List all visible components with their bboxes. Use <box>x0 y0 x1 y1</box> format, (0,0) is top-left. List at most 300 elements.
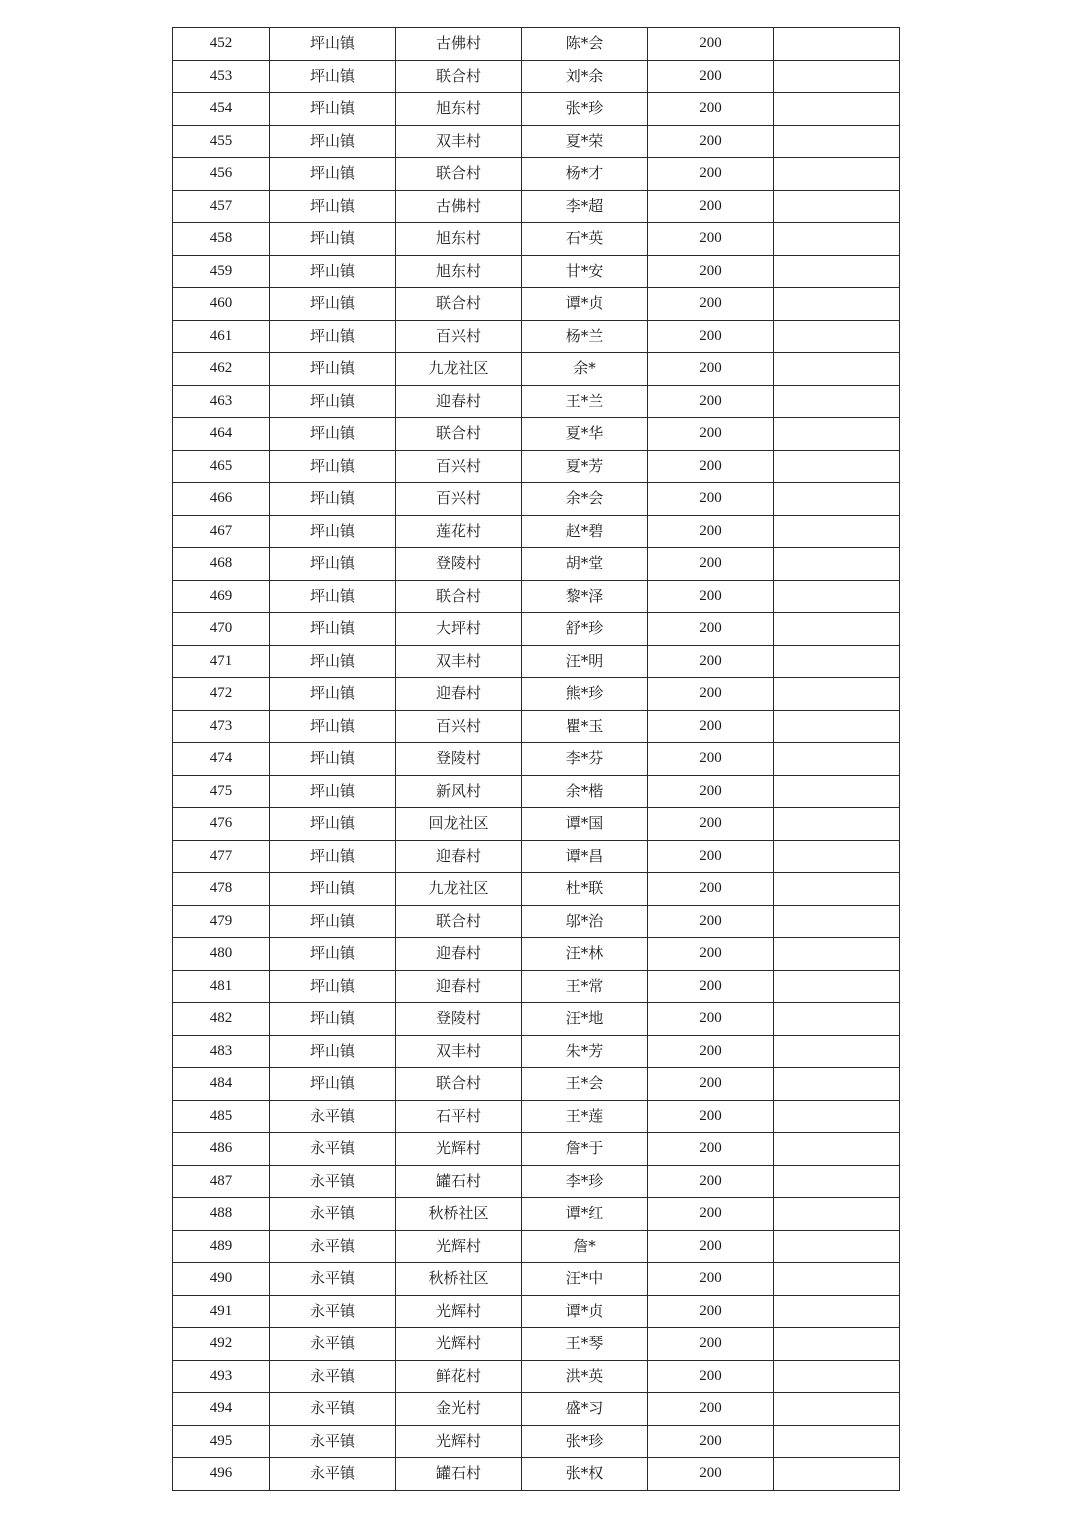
village-cell: 双丰村 <box>396 125 522 158</box>
town-cell: 坪山镇 <box>270 710 396 743</box>
village-cell: 石平村 <box>396 1100 522 1133</box>
village-cell: 光辉村 <box>396 1133 522 1166</box>
name-cell: 熊*珍 <box>522 678 648 711</box>
amount-cell: 200 <box>648 1230 774 1263</box>
table-row <box>173 1425 900 1458</box>
remark-cell <box>774 255 900 288</box>
town-cell: 坪山镇 <box>270 125 396 158</box>
name-cell: 黎*泽 <box>522 580 648 613</box>
amount-cell: 200 <box>648 353 774 386</box>
table-row <box>173 873 900 906</box>
town-cell: 坪山镇 <box>270 970 396 1003</box>
row-number-cell: 495 <box>173 1425 270 1458</box>
remark-cell <box>774 840 900 873</box>
table-row <box>173 385 900 418</box>
name-cell: 汪*林 <box>522 938 648 971</box>
table-row <box>173 1360 900 1393</box>
remark-cell <box>774 1165 900 1198</box>
remark-cell <box>774 1133 900 1166</box>
remark-cell <box>774 1230 900 1263</box>
name-cell: 余*会 <box>522 483 648 516</box>
remark-cell <box>774 158 900 191</box>
remark-cell <box>774 1100 900 1133</box>
village-cell: 古佛村 <box>396 190 522 223</box>
name-cell: 王*会 <box>522 1068 648 1101</box>
amount-cell: 200 <box>648 938 774 971</box>
remark-cell <box>774 93 900 126</box>
amount-cell: 200 <box>648 1360 774 1393</box>
name-cell: 谭*昌 <box>522 840 648 873</box>
table-row <box>173 223 900 256</box>
town-cell: 坪山镇 <box>270 385 396 418</box>
amount-cell: 200 <box>648 28 774 61</box>
amount-cell: 200 <box>648 873 774 906</box>
remark-cell <box>774 873 900 906</box>
name-cell: 刘*余 <box>522 60 648 93</box>
amount-cell: 200 <box>648 125 774 158</box>
name-cell: 谭*贞 <box>522 1295 648 1328</box>
village-cell: 双丰村 <box>396 1035 522 1068</box>
amount-cell: 200 <box>648 1393 774 1426</box>
town-cell: 坪山镇 <box>270 613 396 646</box>
table-row <box>173 1003 900 1036</box>
table-row <box>173 808 900 841</box>
row-number-cell: 453 <box>173 60 270 93</box>
table-row <box>173 548 900 581</box>
town-cell: 永平镇 <box>270 1425 396 1458</box>
subsidy-roster-table <box>172 27 900 1491</box>
amount-cell: 200 <box>648 1198 774 1231</box>
village-cell: 光辉村 <box>396 1425 522 1458</box>
table-row <box>173 288 900 321</box>
row-number-cell: 462 <box>173 353 270 386</box>
amount-cell: 200 <box>648 418 774 451</box>
amount-cell: 200 <box>648 970 774 1003</box>
town-cell: 坪山镇 <box>270 905 396 938</box>
village-cell: 登陵村 <box>396 548 522 581</box>
town-cell: 坪山镇 <box>270 808 396 841</box>
row-number-cell: 470 <box>173 613 270 646</box>
remark-cell <box>774 28 900 61</box>
row-number-cell: 483 <box>173 1035 270 1068</box>
town-cell: 坪山镇 <box>270 450 396 483</box>
amount-cell: 200 <box>648 483 774 516</box>
amount-cell: 200 <box>648 515 774 548</box>
remark-cell <box>774 1198 900 1231</box>
name-cell: 王*琴 <box>522 1328 648 1361</box>
row-number-cell: 474 <box>173 743 270 776</box>
town-cell: 永平镇 <box>270 1133 396 1166</box>
amount-cell: 200 <box>648 190 774 223</box>
remark-cell <box>774 1328 900 1361</box>
name-cell: 朱*芳 <box>522 1035 648 1068</box>
name-cell: 谭*贞 <box>522 288 648 321</box>
village-cell: 联合村 <box>396 905 522 938</box>
amount-cell: 200 <box>648 580 774 613</box>
row-number-cell: 480 <box>173 938 270 971</box>
remark-cell <box>774 320 900 353</box>
town-cell: 坪山镇 <box>270 938 396 971</box>
amount-cell: 200 <box>648 1263 774 1296</box>
row-number-cell: 476 <box>173 808 270 841</box>
amount-cell: 200 <box>648 840 774 873</box>
amount-cell: 200 <box>648 1035 774 1068</box>
village-cell: 联合村 <box>396 158 522 191</box>
name-cell: 赵*碧 <box>522 515 648 548</box>
remark-cell <box>774 775 900 808</box>
town-cell: 永平镇 <box>270 1458 396 1491</box>
row-number-cell: 455 <box>173 125 270 158</box>
row-number-cell: 478 <box>173 873 270 906</box>
town-cell: 坪山镇 <box>270 743 396 776</box>
village-cell: 迎春村 <box>396 970 522 1003</box>
table-row <box>173 678 900 711</box>
table-row <box>173 93 900 126</box>
table-row <box>173 28 900 61</box>
village-cell: 联合村 <box>396 1068 522 1101</box>
town-cell: 坪山镇 <box>270 60 396 93</box>
amount-cell: 200 <box>648 743 774 776</box>
remark-cell <box>774 223 900 256</box>
remark-cell <box>774 418 900 451</box>
village-cell: 旭东村 <box>396 255 522 288</box>
name-cell: 夏*芳 <box>522 450 648 483</box>
village-cell: 联合村 <box>396 580 522 613</box>
remark-cell <box>774 385 900 418</box>
table-row <box>173 1230 900 1263</box>
name-cell: 陈*会 <box>522 28 648 61</box>
row-number-cell: 457 <box>173 190 270 223</box>
name-cell: 詹* <box>522 1230 648 1263</box>
town-cell: 永平镇 <box>270 1263 396 1296</box>
village-cell: 迎春村 <box>396 840 522 873</box>
table-row <box>173 190 900 223</box>
row-number-cell: 487 <box>173 1165 270 1198</box>
amount-cell: 200 <box>648 1068 774 1101</box>
table-row <box>173 580 900 613</box>
town-cell: 坪山镇 <box>270 678 396 711</box>
table-row <box>173 1100 900 1133</box>
table-row <box>173 645 900 678</box>
name-cell: 余*楷 <box>522 775 648 808</box>
remark-cell <box>774 710 900 743</box>
row-number-cell: 454 <box>173 93 270 126</box>
remark-cell <box>774 1295 900 1328</box>
town-cell: 坪山镇 <box>270 515 396 548</box>
remark-cell <box>774 645 900 678</box>
town-cell: 永平镇 <box>270 1393 396 1426</box>
village-cell: 回龙社区 <box>396 808 522 841</box>
village-cell: 登陵村 <box>396 743 522 776</box>
name-cell: 詹*于 <box>522 1133 648 1166</box>
name-cell: 石*英 <box>522 223 648 256</box>
name-cell: 王*兰 <box>522 385 648 418</box>
table-row <box>173 353 900 386</box>
remark-cell <box>774 450 900 483</box>
table-row <box>173 1068 900 1101</box>
row-number-cell: 479 <box>173 905 270 938</box>
row-number-cell: 469 <box>173 580 270 613</box>
row-number-cell: 468 <box>173 548 270 581</box>
row-number-cell: 464 <box>173 418 270 451</box>
remark-cell <box>774 190 900 223</box>
name-cell: 甘*安 <box>522 255 648 288</box>
row-number-cell: 486 <box>173 1133 270 1166</box>
name-cell: 张*珍 <box>522 1425 648 1458</box>
row-number-cell: 493 <box>173 1360 270 1393</box>
table-row <box>173 158 900 191</box>
remark-cell <box>774 1360 900 1393</box>
amount-cell: 200 <box>648 613 774 646</box>
amount-cell: 200 <box>648 223 774 256</box>
table-row <box>173 1263 900 1296</box>
amount-cell: 200 <box>648 678 774 711</box>
remark-cell <box>774 515 900 548</box>
town-cell: 坪山镇 <box>270 320 396 353</box>
table-row <box>173 1165 900 1198</box>
village-cell: 旭东村 <box>396 93 522 126</box>
village-cell: 罐石村 <box>396 1458 522 1491</box>
town-cell: 坪山镇 <box>270 93 396 126</box>
name-cell: 汪*地 <box>522 1003 648 1036</box>
village-cell: 秋桥社区 <box>396 1263 522 1296</box>
row-number-cell: 466 <box>173 483 270 516</box>
table-row <box>173 125 900 158</box>
remark-cell <box>774 1068 900 1101</box>
town-cell: 永平镇 <box>270 1165 396 1198</box>
table-row <box>173 1393 900 1426</box>
name-cell: 王*常 <box>522 970 648 1003</box>
name-cell: 汪*明 <box>522 645 648 678</box>
town-cell: 坪山镇 <box>270 873 396 906</box>
village-cell: 百兴村 <box>396 450 522 483</box>
village-cell: 联合村 <box>396 60 522 93</box>
roster-body <box>173 28 900 1491</box>
town-cell: 坪山镇 <box>270 840 396 873</box>
amount-cell: 200 <box>648 775 774 808</box>
amount-cell: 200 <box>648 93 774 126</box>
name-cell: 杨*才 <box>522 158 648 191</box>
amount-cell: 200 <box>648 1100 774 1133</box>
village-cell: 光辉村 <box>396 1230 522 1263</box>
remark-cell <box>774 1035 900 1068</box>
town-cell: 永平镇 <box>270 1100 396 1133</box>
amount-cell: 200 <box>648 60 774 93</box>
table-row <box>173 743 900 776</box>
amount-cell: 200 <box>648 1328 774 1361</box>
row-number-cell: 496 <box>173 1458 270 1491</box>
table-row <box>173 1035 900 1068</box>
table-row <box>173 1328 900 1361</box>
town-cell: 坪山镇 <box>270 28 396 61</box>
remark-cell <box>774 678 900 711</box>
town-cell: 永平镇 <box>270 1198 396 1231</box>
village-cell: 九龙社区 <box>396 873 522 906</box>
name-cell: 谭*红 <box>522 1198 648 1231</box>
remark-cell <box>774 60 900 93</box>
amount-cell: 200 <box>648 1003 774 1036</box>
table-row <box>173 840 900 873</box>
amount-cell: 200 <box>648 808 774 841</box>
remark-cell <box>774 548 900 581</box>
row-number-cell: 472 <box>173 678 270 711</box>
town-cell: 坪山镇 <box>270 418 396 451</box>
village-cell: 新风村 <box>396 775 522 808</box>
remark-cell <box>774 1393 900 1426</box>
row-number-cell: 463 <box>173 385 270 418</box>
name-cell: 盛*习 <box>522 1393 648 1426</box>
amount-cell: 200 <box>648 385 774 418</box>
name-cell: 张*权 <box>522 1458 648 1491</box>
village-cell: 罐石村 <box>396 1165 522 1198</box>
amount-cell: 200 <box>648 710 774 743</box>
remark-cell <box>774 1263 900 1296</box>
village-cell: 九龙社区 <box>396 353 522 386</box>
amount-cell: 200 <box>648 905 774 938</box>
town-cell: 坪山镇 <box>270 190 396 223</box>
amount-cell: 200 <box>648 1165 774 1198</box>
town-cell: 永平镇 <box>270 1295 396 1328</box>
remark-cell <box>774 808 900 841</box>
town-cell: 坪山镇 <box>270 483 396 516</box>
row-number-cell: 473 <box>173 710 270 743</box>
row-number-cell: 458 <box>173 223 270 256</box>
table-row <box>173 775 900 808</box>
table-row <box>173 905 900 938</box>
name-cell: 王*莲 <box>522 1100 648 1133</box>
town-cell: 永平镇 <box>270 1360 396 1393</box>
amount-cell: 200 <box>648 450 774 483</box>
remark-cell <box>774 613 900 646</box>
village-cell: 登陵村 <box>396 1003 522 1036</box>
town-cell: 坪山镇 <box>270 1003 396 1036</box>
remark-cell <box>774 483 900 516</box>
name-cell: 夏*荣 <box>522 125 648 158</box>
town-cell: 永平镇 <box>270 1230 396 1263</box>
amount-cell: 200 <box>648 1133 774 1166</box>
village-cell: 百兴村 <box>396 320 522 353</box>
amount-cell: 200 <box>648 1458 774 1491</box>
name-cell: 李*芬 <box>522 743 648 776</box>
remark-cell <box>774 743 900 776</box>
village-cell: 百兴村 <box>396 710 522 743</box>
row-number-cell: 494 <box>173 1393 270 1426</box>
name-cell: 张*珍 <box>522 93 648 126</box>
remark-cell <box>774 125 900 158</box>
town-cell: 坪山镇 <box>270 353 396 386</box>
table-row <box>173 613 900 646</box>
village-cell: 鲜花村 <box>396 1360 522 1393</box>
row-number-cell: 465 <box>173 450 270 483</box>
row-number-cell: 491 <box>173 1295 270 1328</box>
row-number-cell: 467 <box>173 515 270 548</box>
village-cell: 莲花村 <box>396 515 522 548</box>
town-cell: 坪山镇 <box>270 158 396 191</box>
row-number-cell: 456 <box>173 158 270 191</box>
table-row <box>173 970 900 1003</box>
remark-cell <box>774 1425 900 1458</box>
name-cell: 谭*国 <box>522 808 648 841</box>
row-number-cell: 485 <box>173 1100 270 1133</box>
amount-cell: 200 <box>648 1295 774 1328</box>
town-cell: 坪山镇 <box>270 775 396 808</box>
row-number-cell: 481 <box>173 970 270 1003</box>
row-number-cell: 482 <box>173 1003 270 1036</box>
amount-cell: 200 <box>648 320 774 353</box>
name-cell: 夏*华 <box>522 418 648 451</box>
name-cell: 舒*珍 <box>522 613 648 646</box>
amount-cell: 200 <box>648 645 774 678</box>
remark-cell <box>774 580 900 613</box>
amount-cell: 200 <box>648 288 774 321</box>
row-number-cell: 459 <box>173 255 270 288</box>
town-cell: 坪山镇 <box>270 255 396 288</box>
remark-cell <box>774 1458 900 1491</box>
amount-cell: 200 <box>648 255 774 288</box>
village-cell: 大坪村 <box>396 613 522 646</box>
name-cell: 汪*中 <box>522 1263 648 1296</box>
row-number-cell: 492 <box>173 1328 270 1361</box>
table-row <box>173 1133 900 1166</box>
village-cell: 迎春村 <box>396 678 522 711</box>
remark-cell <box>774 288 900 321</box>
table-row <box>173 60 900 93</box>
table-row <box>173 450 900 483</box>
town-cell: 坪山镇 <box>270 645 396 678</box>
town-cell: 坪山镇 <box>270 580 396 613</box>
name-cell: 胡*堂 <box>522 548 648 581</box>
row-number-cell: 460 <box>173 288 270 321</box>
name-cell: 杜*联 <box>522 873 648 906</box>
row-number-cell: 452 <box>173 28 270 61</box>
remark-cell <box>774 1003 900 1036</box>
row-number-cell: 477 <box>173 840 270 873</box>
village-cell: 秋桥社区 <box>396 1198 522 1231</box>
row-number-cell: 489 <box>173 1230 270 1263</box>
town-cell: 永平镇 <box>270 1328 396 1361</box>
table-row <box>173 320 900 353</box>
village-cell: 百兴村 <box>396 483 522 516</box>
remark-cell <box>774 938 900 971</box>
amount-cell: 200 <box>648 1425 774 1458</box>
table-row <box>173 483 900 516</box>
name-cell: 余* <box>522 353 648 386</box>
town-cell: 坪山镇 <box>270 288 396 321</box>
village-cell: 迎春村 <box>396 385 522 418</box>
amount-cell: 200 <box>648 158 774 191</box>
row-number-cell: 461 <box>173 320 270 353</box>
name-cell: 邬*治 <box>522 905 648 938</box>
village-cell: 联合村 <box>396 288 522 321</box>
row-number-cell: 471 <box>173 645 270 678</box>
row-number-cell: 488 <box>173 1198 270 1231</box>
row-number-cell: 484 <box>173 1068 270 1101</box>
town-cell: 坪山镇 <box>270 1035 396 1068</box>
remark-cell <box>774 970 900 1003</box>
village-cell: 金光村 <box>396 1393 522 1426</box>
table-row <box>173 938 900 971</box>
table-row <box>173 710 900 743</box>
name-cell: 李*超 <box>522 190 648 223</box>
row-number-cell: 475 <box>173 775 270 808</box>
village-cell: 旭东村 <box>396 223 522 256</box>
remark-cell <box>774 905 900 938</box>
town-cell: 坪山镇 <box>270 223 396 256</box>
name-cell: 洪*英 <box>522 1360 648 1393</box>
table-row <box>173 255 900 288</box>
name-cell: 杨*兰 <box>522 320 648 353</box>
table-row <box>173 1198 900 1231</box>
